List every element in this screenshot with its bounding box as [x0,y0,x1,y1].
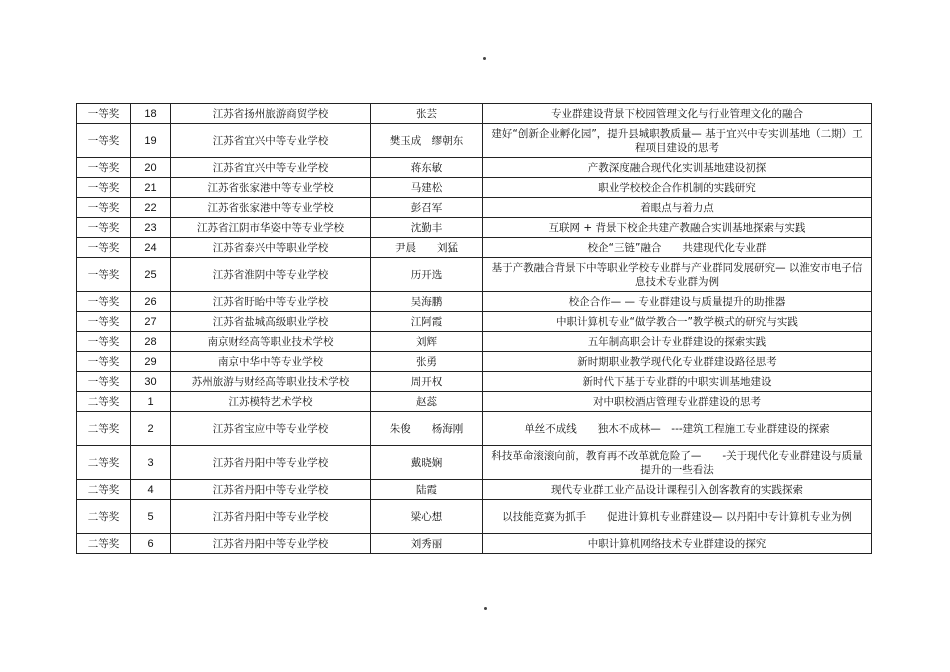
page-dot-top [483,57,486,60]
paper-title-cell: 五年制高职会计专业群建设的探索实践 [483,332,872,352]
award-level-cell: 一等奖 [77,372,131,392]
award-level-cell: 二等奖 [77,412,131,446]
author-cell: 沈勤丰 [371,218,483,238]
school-name-cell: 江苏省宜兴中等专业学校 [171,124,371,158]
author-cell: 吴海鹏 [371,292,483,312]
award-level-cell: 一等奖 [77,124,131,158]
table-row [77,178,872,198]
school-name-cell: 南京财经高等职业技术学校 [171,332,371,352]
award-level-cell: 二等奖 [77,534,131,554]
author-cell: 彭召军 [371,198,483,218]
award-level-cell: 一等奖 [77,258,131,292]
paper-title-cell: 对中职校酒店管理专业群建设的思考 [483,392,872,412]
author-cell: 戴晓娴 [371,446,483,480]
table-row [77,480,872,500]
author-cell: 陆霞 [371,480,483,500]
school-name-cell: 江苏省江阴市华姿中等专业学校 [171,218,371,238]
school-name-cell: 江苏省淮阴中等专业学校 [171,258,371,292]
entry-number-cell: 26 [131,292,171,312]
table-row [77,446,872,480]
entry-number-cell: 19 [131,124,171,158]
table-row [77,292,872,312]
school-name-cell: 江苏省扬州旅游商贸学校 [171,104,371,124]
awards-table-body [77,104,872,554]
paper-title-cell: 产教深度融合现代化实训基地建设初探 [483,158,872,178]
paper-title-cell: 以技能竞赛为抓手 促进计算机专业群建设— 以丹阳中专计算机专业为例 [483,500,872,534]
table-row [77,312,872,332]
table-row [77,332,872,352]
author-cell: 蒋东敏 [371,158,483,178]
table-row [77,500,872,534]
paper-title-cell: 新时代下基于专业群的中职实训基地建设 [483,372,872,392]
author-cell: 江阿霞 [371,312,483,332]
award-level-cell: 一等奖 [77,352,131,372]
table-row [77,372,872,392]
author-cell: 朱俊 杨海刚 [371,412,483,446]
paper-title-cell: 现代专业群工业产品设计课程引入创客教育的实践探索 [483,480,872,500]
school-name-cell: 江苏省宜兴中等专业学校 [171,158,371,178]
school-name-cell: 江苏模特艺术学校 [171,392,371,412]
paper-title-cell: 专业群建设背景下校园管理文化与行业管理文化的融合 [483,104,872,124]
paper-title-cell: 科技革命滚滚向前，教育再不改革就危险了— -关于现代化专业群建设与质量提升的一些看法 [483,446,872,480]
table-row [77,158,872,178]
award-level-cell: 一等奖 [77,178,131,198]
paper-title-cell: 基于产教融合背景下中等职业学校专业群与产业群同发展研究— 以淮安市电子信息技术专业群为例 [483,258,872,292]
table-row [77,104,872,124]
author-cell: 尹晨 刘猛 [371,238,483,258]
entry-number-cell: 1 [131,392,171,412]
entry-number-cell: 24 [131,238,171,258]
author-cell: 刘辉 [371,332,483,352]
author-cell: 张芸 [371,104,483,124]
table-row [77,258,872,292]
entry-number-cell: 20 [131,158,171,178]
award-level-cell: 二等奖 [77,480,131,500]
school-name-cell: 江苏省丹阳中等专业学校 [171,500,371,534]
page-dot-bottom [484,607,487,610]
award-level-cell: 一等奖 [77,312,131,332]
paper-title-cell: 校企“三链”融合 共建现代化专业群 [483,238,872,258]
school-name-cell: 江苏省张家港中等专业学校 [171,198,371,218]
author-cell: 梁心想 [371,500,483,534]
entry-number-cell: 27 [131,312,171,332]
entry-number-cell: 30 [131,372,171,392]
awards-table [76,103,872,554]
school-name-cell: 江苏省丹阳中等专业学校 [171,446,371,480]
entry-number-cell: 3 [131,446,171,480]
table-row [77,392,872,412]
paper-title-cell: 建好“创新企业孵化园”，提升县城职教质量— 基于宜兴中专实训基地（二期）工程项目建设的思考 [483,124,872,158]
award-level-cell: 一等奖 [77,292,131,312]
entry-number-cell: 25 [131,258,171,292]
entry-number-cell: 5 [131,500,171,534]
school-name-cell: 江苏省张家港中等专业学校 [171,178,371,198]
school-name-cell: 江苏省盱眙中等专业学校 [171,292,371,312]
table-row [77,534,872,554]
entry-number-cell: 22 [131,198,171,218]
table-row [77,218,872,238]
author-cell: 樊玉成 缪朝东 [371,124,483,158]
award-level-cell: 一等奖 [77,332,131,352]
award-level-cell: 二等奖 [77,446,131,480]
entry-number-cell: 29 [131,352,171,372]
table-row [77,198,872,218]
paper-title-cell: 新时期职业教学现代化专业群建设路径思考 [483,352,872,372]
table-row [77,124,872,158]
author-cell: 周开权 [371,372,483,392]
paper-title-cell: 校企合作— — 专业群建设与质量提升的助推器 [483,292,872,312]
award-level-cell: 一等奖 [77,198,131,218]
school-name-cell: 江苏省泰兴中等职业学校 [171,238,371,258]
table-row [77,238,872,258]
author-cell: 赵蕊 [371,392,483,412]
award-level-cell: 二等奖 [77,392,131,412]
school-name-cell: 苏州旅游与财经高等职业技术学校 [171,372,371,392]
paper-title-cell: 单丝不成线 独木不成林— ---建筑工程施工专业群建设的探索 [483,412,872,446]
entry-number-cell: 6 [131,534,171,554]
author-cell: 刘秀丽 [371,534,483,554]
paper-title-cell: 职业学校校企合作机制的实践研究 [483,178,872,198]
award-level-cell: 一等奖 [77,238,131,258]
award-level-cell: 一等奖 [77,104,131,124]
school-name-cell: 江苏省丹阳中等专业学校 [171,534,371,554]
entry-number-cell: 21 [131,178,171,198]
author-cell: 张勇 [371,352,483,372]
entry-number-cell: 4 [131,480,171,500]
table-row [77,352,872,372]
entry-number-cell: 18 [131,104,171,124]
author-cell: 历开选 [371,258,483,292]
award-level-cell: 一等奖 [77,158,131,178]
award-level-cell: 二等奖 [77,500,131,534]
school-name-cell: 江苏省宝应中等专业学校 [171,412,371,446]
paper-title-cell: 中职计算机专业“做学教合一”教学模式的研究与实践 [483,312,872,332]
table-row [77,412,872,446]
paper-title-cell: 着眼点与着力点 [483,198,872,218]
entry-number-cell: 2 [131,412,171,446]
paper-title-cell: 互联网 + 背景下校企共建产教融合实训基地探索与实践 [483,218,872,238]
entry-number-cell: 28 [131,332,171,352]
school-name-cell: 江苏省盐城高级职业学校 [171,312,371,332]
author-cell: 马建松 [371,178,483,198]
entry-number-cell: 23 [131,218,171,238]
school-name-cell: 南京中华中等专业学校 [171,352,371,372]
school-name-cell: 江苏省丹阳中等专业学校 [171,480,371,500]
paper-title-cell: 中职计算机网络技术专业群建设的探究 [483,534,872,554]
award-level-cell: 一等奖 [77,218,131,238]
